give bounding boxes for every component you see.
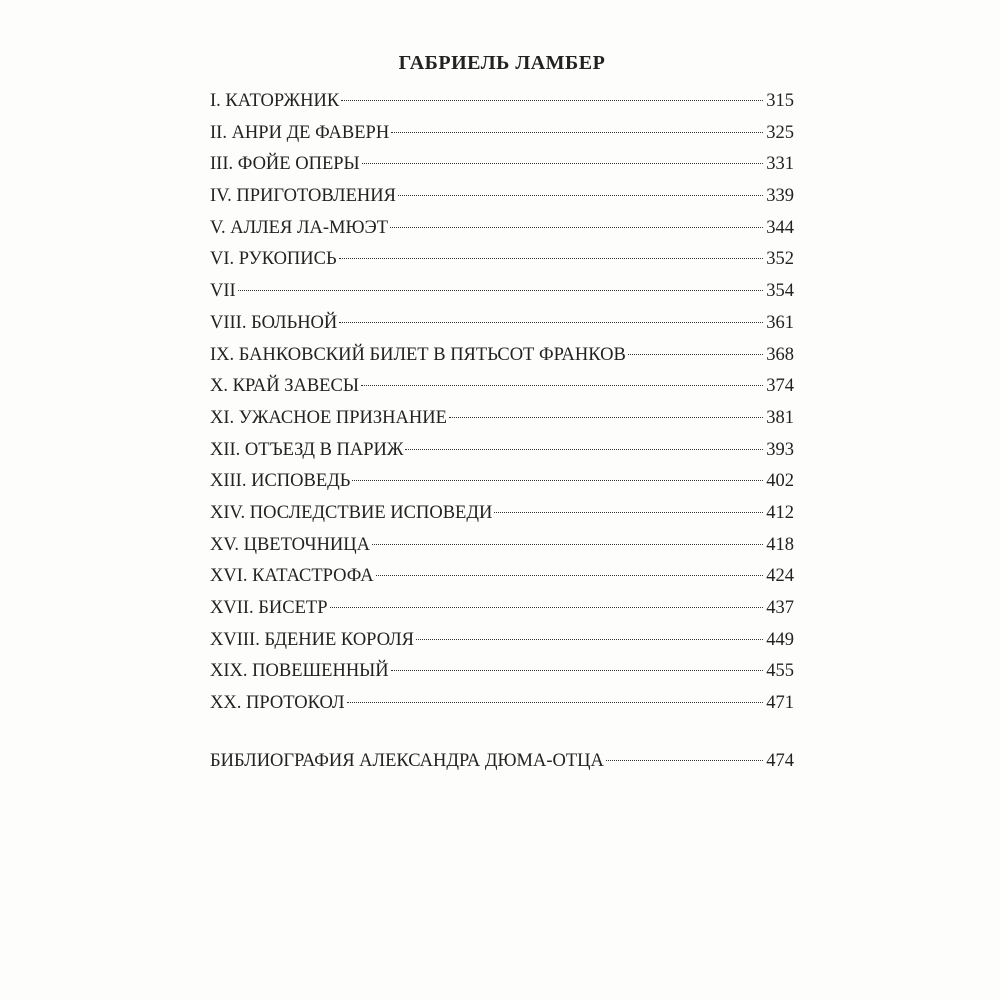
toc-entry bbox=[210, 118, 794, 150]
dot-leader bbox=[341, 100, 763, 101]
entry-page-number: 471 bbox=[766, 693, 794, 714]
dot-leader bbox=[405, 449, 763, 450]
entry-label: XV. ЦВЕТОЧНИЦА bbox=[210, 534, 371, 555]
toc-entry bbox=[210, 435, 794, 467]
dot-leader bbox=[398, 195, 763, 196]
dot-leader bbox=[330, 607, 764, 608]
entry-label: XVI. КАТАСТРОФА bbox=[210, 566, 374, 587]
dot-leader bbox=[362, 163, 764, 164]
entry-page-number: 315 bbox=[766, 91, 794, 111]
dot-leader bbox=[449, 417, 763, 418]
toc-entries-list bbox=[210, 86, 794, 777]
dot-leader bbox=[238, 290, 764, 291]
entry-label: XIV. ПОСЛЕДСТВИЕ ИСПОВЕДИ bbox=[210, 502, 493, 523]
dot-leader bbox=[376, 575, 764, 576]
entry-label: XII. ОТЪЕЗД В ПАРИЖ bbox=[210, 439, 404, 460]
toc-entry bbox=[210, 656, 794, 688]
bibliography-label: БИБЛИОГРАФИЯ АЛЕКСАНДРА ДЮМА-ОТЦА bbox=[210, 750, 604, 771]
entry-page-number: 344 bbox=[766, 217, 794, 238]
entry-page-number: 339 bbox=[766, 186, 794, 207]
toc-entry bbox=[210, 498, 794, 530]
entry-label: V. АЛЛЕЯ ЛА-МЮЭТ bbox=[210, 217, 388, 238]
entry-page-number: 402 bbox=[766, 471, 794, 492]
entry-label: VI. РУКОПИСЬ bbox=[210, 249, 337, 270]
dot-leader bbox=[628, 354, 763, 355]
entry-page-number: 354 bbox=[766, 281, 794, 302]
toc-entry bbox=[210, 593, 794, 625]
entry-page-number: 381 bbox=[766, 407, 794, 428]
entry-label: IV. ПРИГОТОВЛЕНИЯ bbox=[210, 186, 396, 207]
entry-page-number: 393 bbox=[766, 439, 794, 460]
entry-page-number: 361 bbox=[766, 312, 794, 333]
entry-label: I. КАТОРЖНИК bbox=[210, 91, 340, 111]
dot-leader bbox=[339, 322, 763, 323]
entry-page-number: 455 bbox=[766, 661, 794, 682]
dot-leader bbox=[352, 480, 763, 481]
entry-label: IX. БАНКОВСКИЙ БИЛЕТ В ПЯТЬСОТ ФРАНКОВ bbox=[210, 344, 626, 365]
entry-page-number: 437 bbox=[766, 598, 794, 618]
dot-leader bbox=[416, 639, 763, 640]
dot-leader bbox=[494, 512, 763, 513]
entry-label: III. ФОЙЕ ОПЕРЫ bbox=[210, 154, 360, 175]
entry-label: XVIII. БДЕНИЕ КОРОЛЯ bbox=[210, 629, 415, 650]
entry-label: VII bbox=[210, 281, 236, 302]
dot-leader bbox=[372, 544, 763, 545]
toc-entry bbox=[210, 466, 794, 498]
toc-entry bbox=[210, 149, 794, 181]
toc-entry bbox=[210, 371, 794, 403]
section-title: ГАБРИЕЛЬ ЛАМБЕР bbox=[398, 52, 606, 74]
toc-entry-bibliography bbox=[210, 746, 794, 778]
entry-label: XX. ПРОТОКОЛ bbox=[210, 693, 345, 714]
entry-page-number: 412 bbox=[766, 502, 794, 523]
dot-leader bbox=[391, 132, 763, 133]
dot-leader bbox=[391, 670, 764, 671]
toc-entry bbox=[210, 244, 794, 276]
entry-page-number: 352 bbox=[766, 249, 794, 270]
entry-page-number: 424 bbox=[766, 566, 794, 587]
table-of-contents bbox=[210, 48, 794, 777]
dot-leader bbox=[390, 227, 763, 228]
entry-label: VIII. БОЛЬНОЙ bbox=[210, 312, 338, 333]
toc-entry bbox=[210, 181, 794, 213]
toc-entry bbox=[210, 688, 794, 720]
entry-label: XI. УЖАСНОЕ ПРИЗНАНИЕ bbox=[210, 407, 447, 428]
entry-label: XIX. ПОВЕШЕННЫЙ bbox=[210, 661, 389, 682]
entry-page-number: 325 bbox=[766, 122, 794, 143]
dot-leader bbox=[347, 702, 764, 703]
toc-entry bbox=[210, 530, 794, 562]
bibliography-page-number: 474 bbox=[766, 750, 794, 771]
dot-leader bbox=[606, 760, 763, 761]
toc-entry bbox=[210, 213, 794, 245]
entry-page-number: 368 bbox=[766, 344, 794, 365]
entry-page-number: 331 bbox=[766, 154, 794, 175]
toc-entry bbox=[210, 86, 794, 118]
dot-leader bbox=[361, 385, 763, 386]
toc-entry bbox=[210, 308, 794, 340]
entry-page-number: 449 bbox=[766, 629, 794, 650]
entry-label: XIII. ИСПОВЕДЬ bbox=[210, 471, 351, 492]
entry-page-number: 418 bbox=[766, 534, 794, 555]
entry-label: X. КРАЙ ЗАВЕСЫ bbox=[210, 376, 359, 397]
toc-entry bbox=[210, 276, 794, 308]
dot-leader bbox=[339, 258, 764, 259]
entry-label: II. АНРИ ДЕ ФАВЕРН bbox=[210, 122, 390, 143]
toc-entry bbox=[210, 561, 794, 593]
toc-entry bbox=[210, 340, 794, 372]
entry-page-number: 374 bbox=[766, 376, 794, 397]
toc-entry bbox=[210, 403, 794, 435]
entry-label: XVII. БИСЕТР bbox=[210, 598, 328, 618]
toc-entry bbox=[210, 625, 794, 657]
